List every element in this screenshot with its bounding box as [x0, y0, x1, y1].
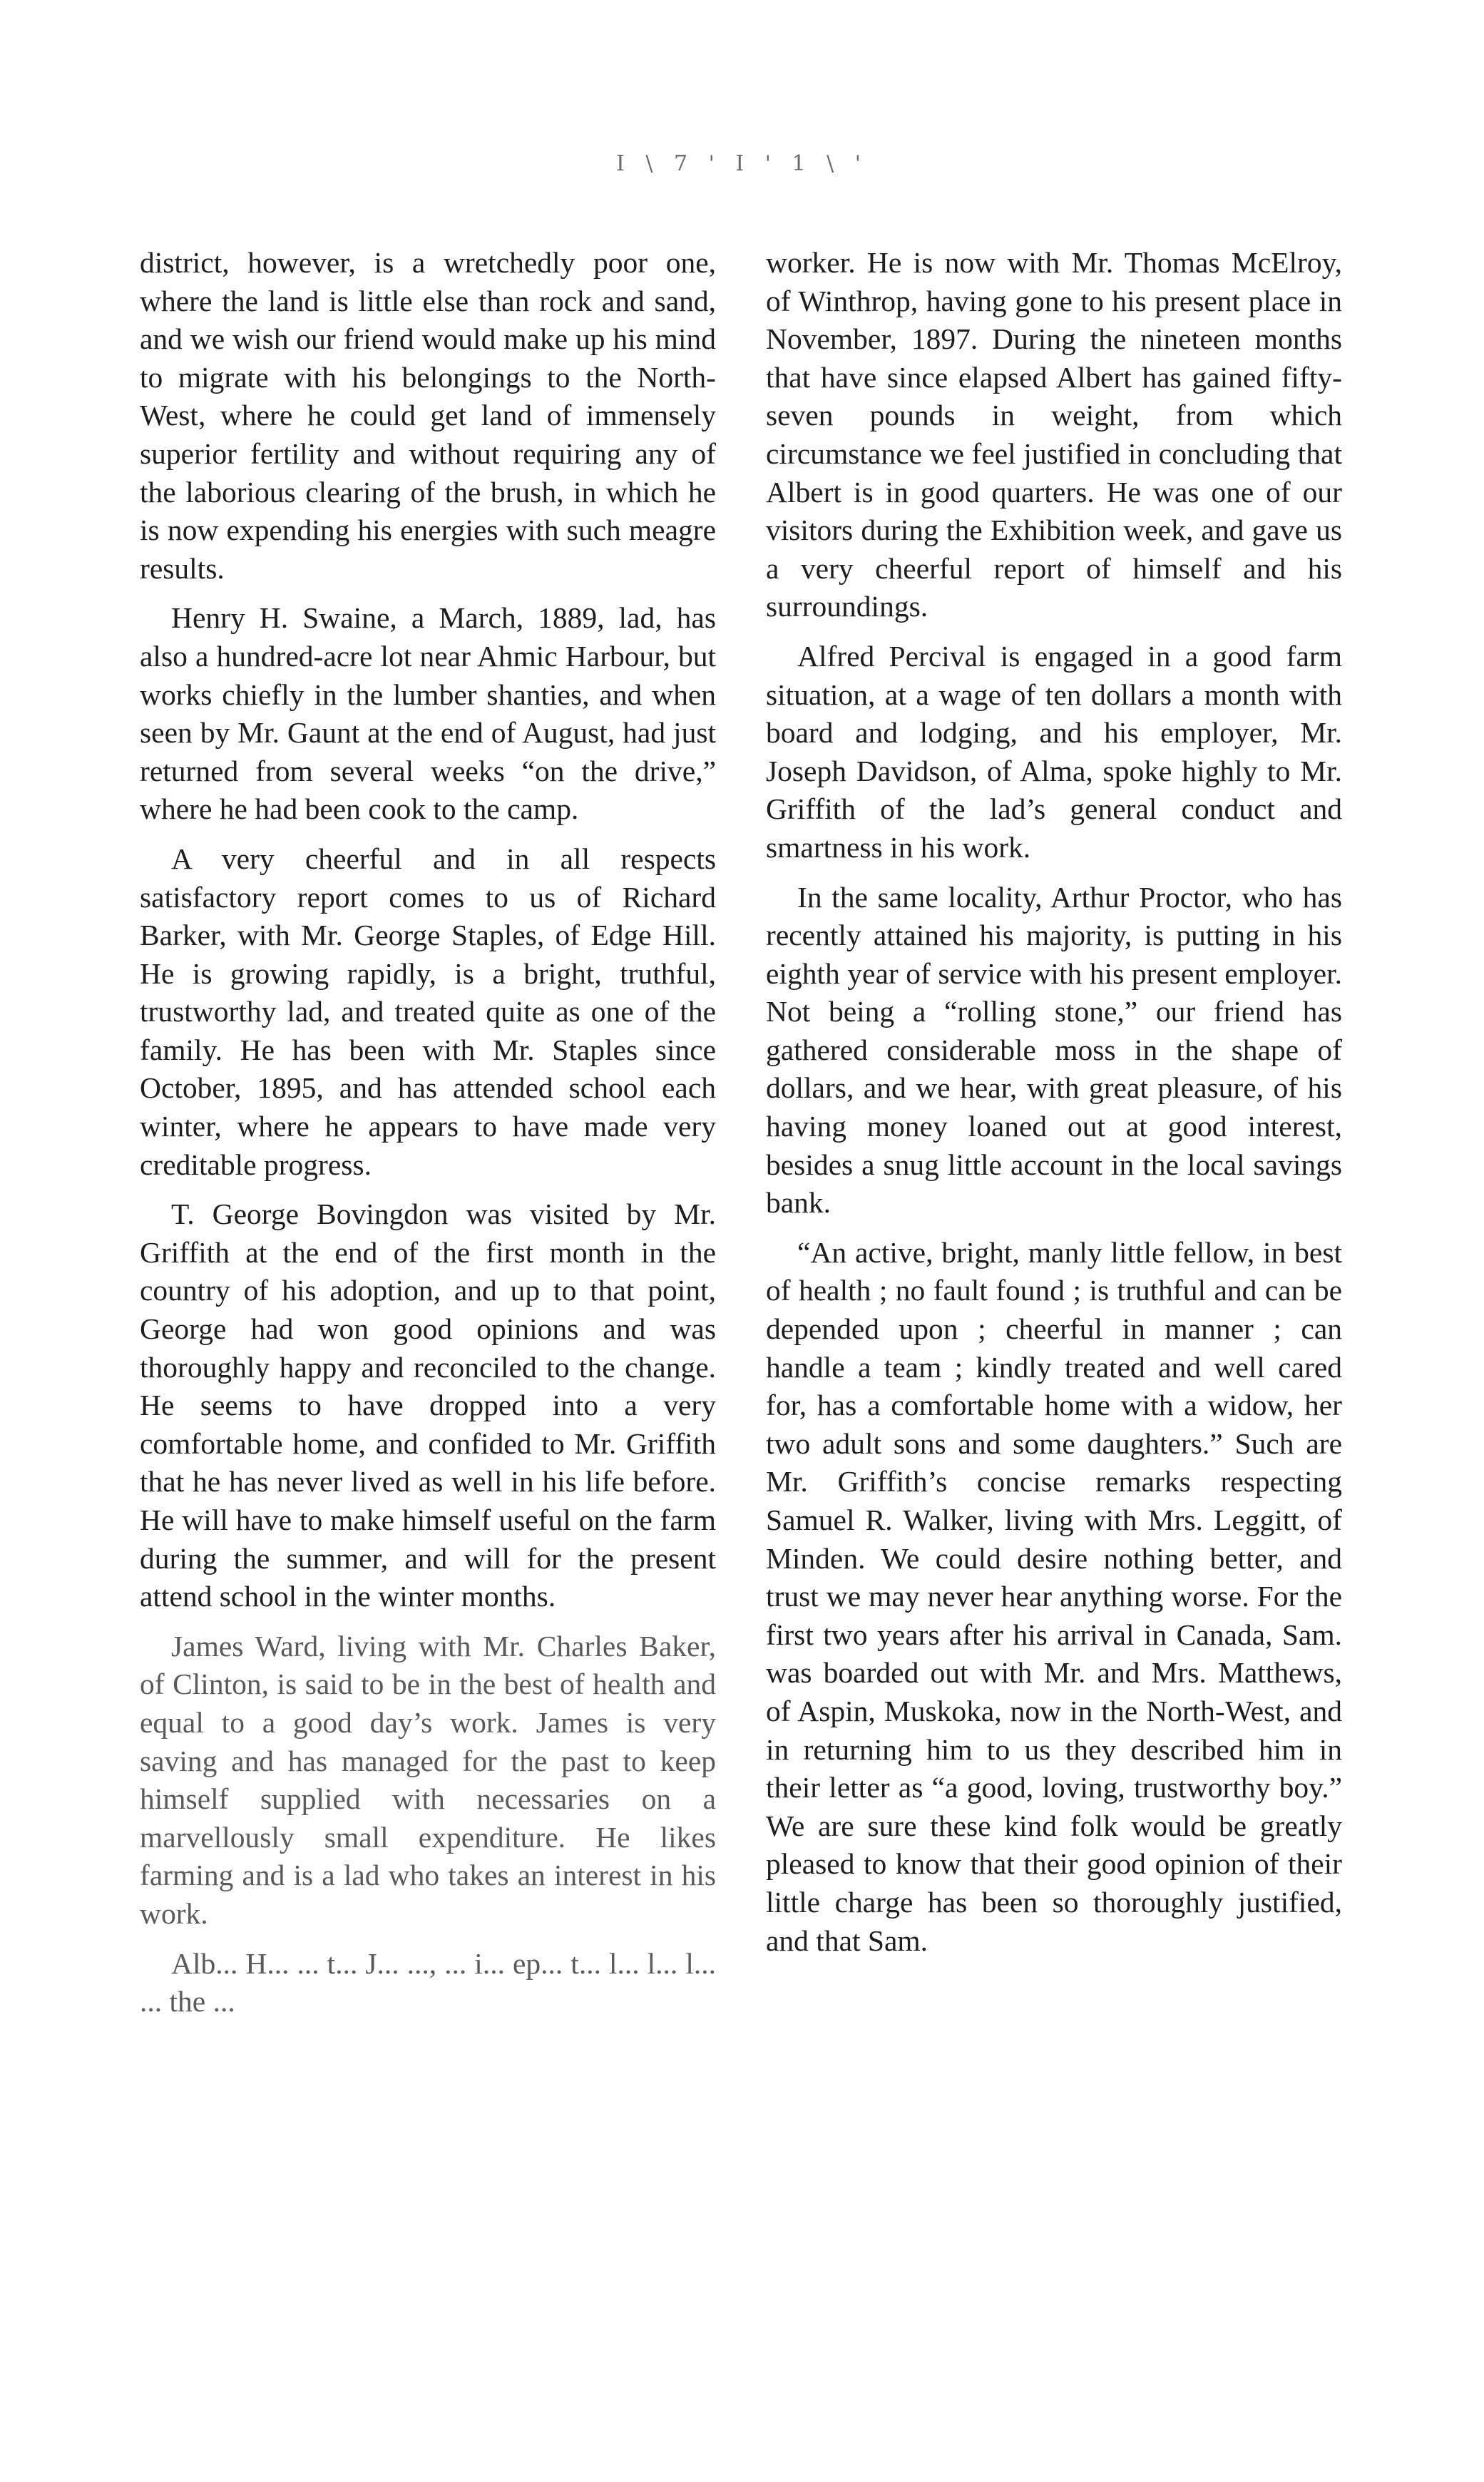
paragraph: T. George Bovingdon was visited by Mr. Griffith at the end of the first month in the country of his adoption, and up to that point, George had won good opinions and was thoroughly happy and reconciled to the change. He seems to have dropped into a very comfortable home, and confided to Mr. Griffith that he has never lived as well in his life before. He will have to make himself useful on the farm during the summer, and will for the present attend school in the winter months.	[140, 1197, 716, 1613]
paragraph: district, however, is a wretchedly poor one, where the land is little else than rock and sand, and we wish our friend would make up his mind to migrate with his belongings to the North-West, where he could get land of immensely superior fertility and without requiring any of the laborious clearing of the brush, in which he is now expending his energies with such meagre results.	[140, 246, 716, 585]
running-head: I \ 7 ' I ' 1 \ '	[615, 151, 869, 176]
right-column	[766, 244, 1342, 1971]
left-column	[140, 244, 716, 2033]
paragraph: Alfred Percival is engaged in a good farm situation, at a wage of ten dollars a month with board and lodging, and his employer, Mr. Joseph Davidson, of Alma, spoke highly to Mr. Griffith of the lad’s general conduct and smartness in his work.	[766, 639, 1342, 864]
paragraph: A very cheerful and in all respects satisfactory report comes to us of Richard Barker, with Mr. George Staples, of Edge Hill. He is growing rapidly, is a bright, truthful, trustworthy lad, and treated quite as one of the family. He has been with Mr. Staples since October, 1895, and has attended school each winter, where he appears to have made very creditable progress.	[140, 842, 716, 1181]
paragraph: Henry H. Swaine, a March, 1889, lad, has also a hundred-acre lot near Ahmic Harbour, but works chiefly in the lumber shanties, and when seen by Mr. Gaunt at the end of August, had just returned from several weeks “on the drive,” where he had been cook to the camp.	[140, 601, 716, 826]
paragraph: “An active, bright, manly little fellow, in best of health ; no fault found ; is truthful and can be depended upon ; cheerful in manner ; can handle a team ; kindly treated and well cared for, has a comfortable home with a widow, her two adult sons and some daughters.” Such are Mr. Griffith’s concise remarks respecting Samuel R. Walker, living with Mrs. Leggitt, of Minden. We could desire nothing better, and trust we may never hear anything worse. For the first two years after his arrival in Canada, Sam. was boarded out with Mr. and Mrs. Matthews, of Aspin, Muskoka, now in the North-West, and in returning him to us they described him in their letter as “a good, loving, trustworthy boy.” We are sure these kind folk would be greatly pleased to know that their good opinion of their little charge has been so thoroughly justified, and that Sam.	[766, 1235, 1342, 1957]
paragraph: Alb... H... ... t... J... ..., ... i... ep... t... l... l... l... ... the ...	[140, 1946, 716, 2018]
paragraph: worker. He is now with Mr. Thomas McElroy, of Winthrop, having gone to his present place in November, 1897. During the nineteen months that have since elapsed Albert has gained fifty-seven pounds in weight, from which circumstance we feel justified in concluding that Albert is in good quarters. He was one of our visitors during the Exhibition week, and gave us a very cheerful report of himself and his surroundings.	[766, 246, 1342, 623]
paragraph: James Ward, living with Mr. Charles Baker, of Clinton, is said to be in the best of health and equal to a good day’s work. James is very saving and has managed for the past to keep himself supplied with necessaries on a marvellously small expenditure. He likes farming and is a lad who takes an interest in his work.	[140, 1629, 716, 1930]
paragraph: In the same locality, Arthur Proctor, who has recently attained his majority, is putting in his eighth year of service with his present employer. Not being a “rolling stone,” our friend has gathered considerable moss in the shape of dollars, and we hear, with great pleasure, of his having money loaned out at good interest, besides a snug little account in the local savings bank.	[766, 880, 1342, 1220]
